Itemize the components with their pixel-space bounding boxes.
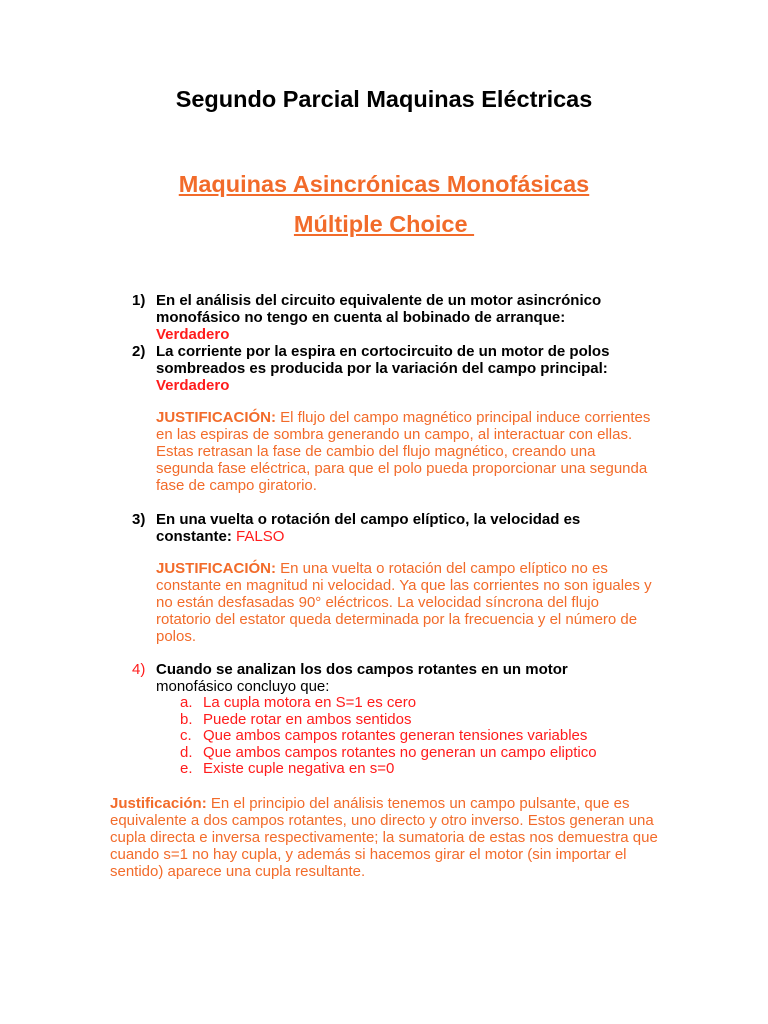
option-a xyxy=(180,695,597,712)
answer: Verdadero xyxy=(156,377,230,394)
question-1 xyxy=(132,292,652,343)
option-letter: c. xyxy=(180,727,192,744)
justification-4 xyxy=(110,795,660,880)
answer: Verdadero xyxy=(156,326,230,343)
option-text: Puede rotar en ambos sentidos xyxy=(203,710,412,728)
justification-text: En el principio del análisis tenemos un campo pulsante, que es equivalente a dos campos rotantes, uno directo y otro inverso. Estos generan una cupla directa e inversa respectivamente; la sumatoria de estas nos demuestra que cuando s=1 no hay cupla, y además si hacemos girar el motor (sin importar el sentido) aparece una cupla resultante. xyxy=(110,795,658,880)
option-letter: e. xyxy=(180,760,193,777)
option-text: Existe cuple negativa en s=0 xyxy=(203,760,395,777)
option-text: La cupla motora en S=1 es cero xyxy=(203,694,417,711)
question-number: 4) xyxy=(132,661,146,678)
question-text-rest: monofásico concluyo que: xyxy=(156,678,330,695)
justification-label: JUSTIFICACIÓN: xyxy=(156,560,276,577)
question-3 xyxy=(132,511,652,545)
option-b xyxy=(180,712,597,729)
question-number: 2) xyxy=(132,343,146,360)
option-letter: a. xyxy=(180,694,193,711)
option-text: Que ambos campos rotantes generan tensiones variables xyxy=(203,727,588,744)
justification-2 xyxy=(156,409,656,494)
justification-label: Justificación: xyxy=(110,795,207,812)
question-text: En una vuelta o rotación del campo elíptico, la velocidad es constante: xyxy=(156,511,581,545)
option-c xyxy=(180,728,597,745)
justification-3 xyxy=(156,560,656,645)
question-4 xyxy=(132,661,652,695)
justification-label: JUSTIFICACIÓN: xyxy=(156,409,276,426)
page-title: Segundo Parcial Maquinas Eléctricas xyxy=(175,86,593,112)
section-heading: Maquinas Asincrónicas Monofásicas xyxy=(178,171,590,197)
justification-text: En una vuelta o rotación del campo elíptico no es constante en magnitud ni velocidad. Ya que las corrientes no son iguales y no están desfasadas 90° eléctricos. La velocidad síncrona del flujo rotatorio del estator queda determinada por la frecuencia y el número de polos. xyxy=(156,560,652,645)
question-text: En el análisis del circuito equivalente de un motor asincrónico monofásico no tengo en cuenta al bobinado de arranque: xyxy=(156,292,602,326)
option-text: Que ambos campos rotantes no generan un campo eliptico xyxy=(203,743,597,761)
options-list xyxy=(180,695,597,778)
question-text: Cuando se analizan los dos campos rotantes en un motor xyxy=(156,661,568,678)
question-2 xyxy=(132,343,652,394)
option-letter: b. xyxy=(180,710,193,728)
option-letter: d. xyxy=(180,743,193,761)
section-subheading: Múltiple Choice xyxy=(293,211,475,237)
answer: FALSO xyxy=(236,528,285,545)
justification-text: El flujo del campo magnético principal induce corrientes en las espiras de sombra generando un campo, al interactuar con ellas. Estas retrasan la fase de cambio del flujo magnético, creando una segunda fase eléctrica, para que el polo pueda proporcionar una segunda fase de campo giratorio. xyxy=(156,409,651,494)
question-number: 3) xyxy=(132,511,146,528)
question-text: La corriente por la espira en cortocircuito de un motor de polos sombreados es producida por la variación del campo principal: xyxy=(156,343,610,377)
option-d xyxy=(180,745,597,762)
option-e xyxy=(180,761,597,778)
question-number: 1) xyxy=(132,292,146,309)
